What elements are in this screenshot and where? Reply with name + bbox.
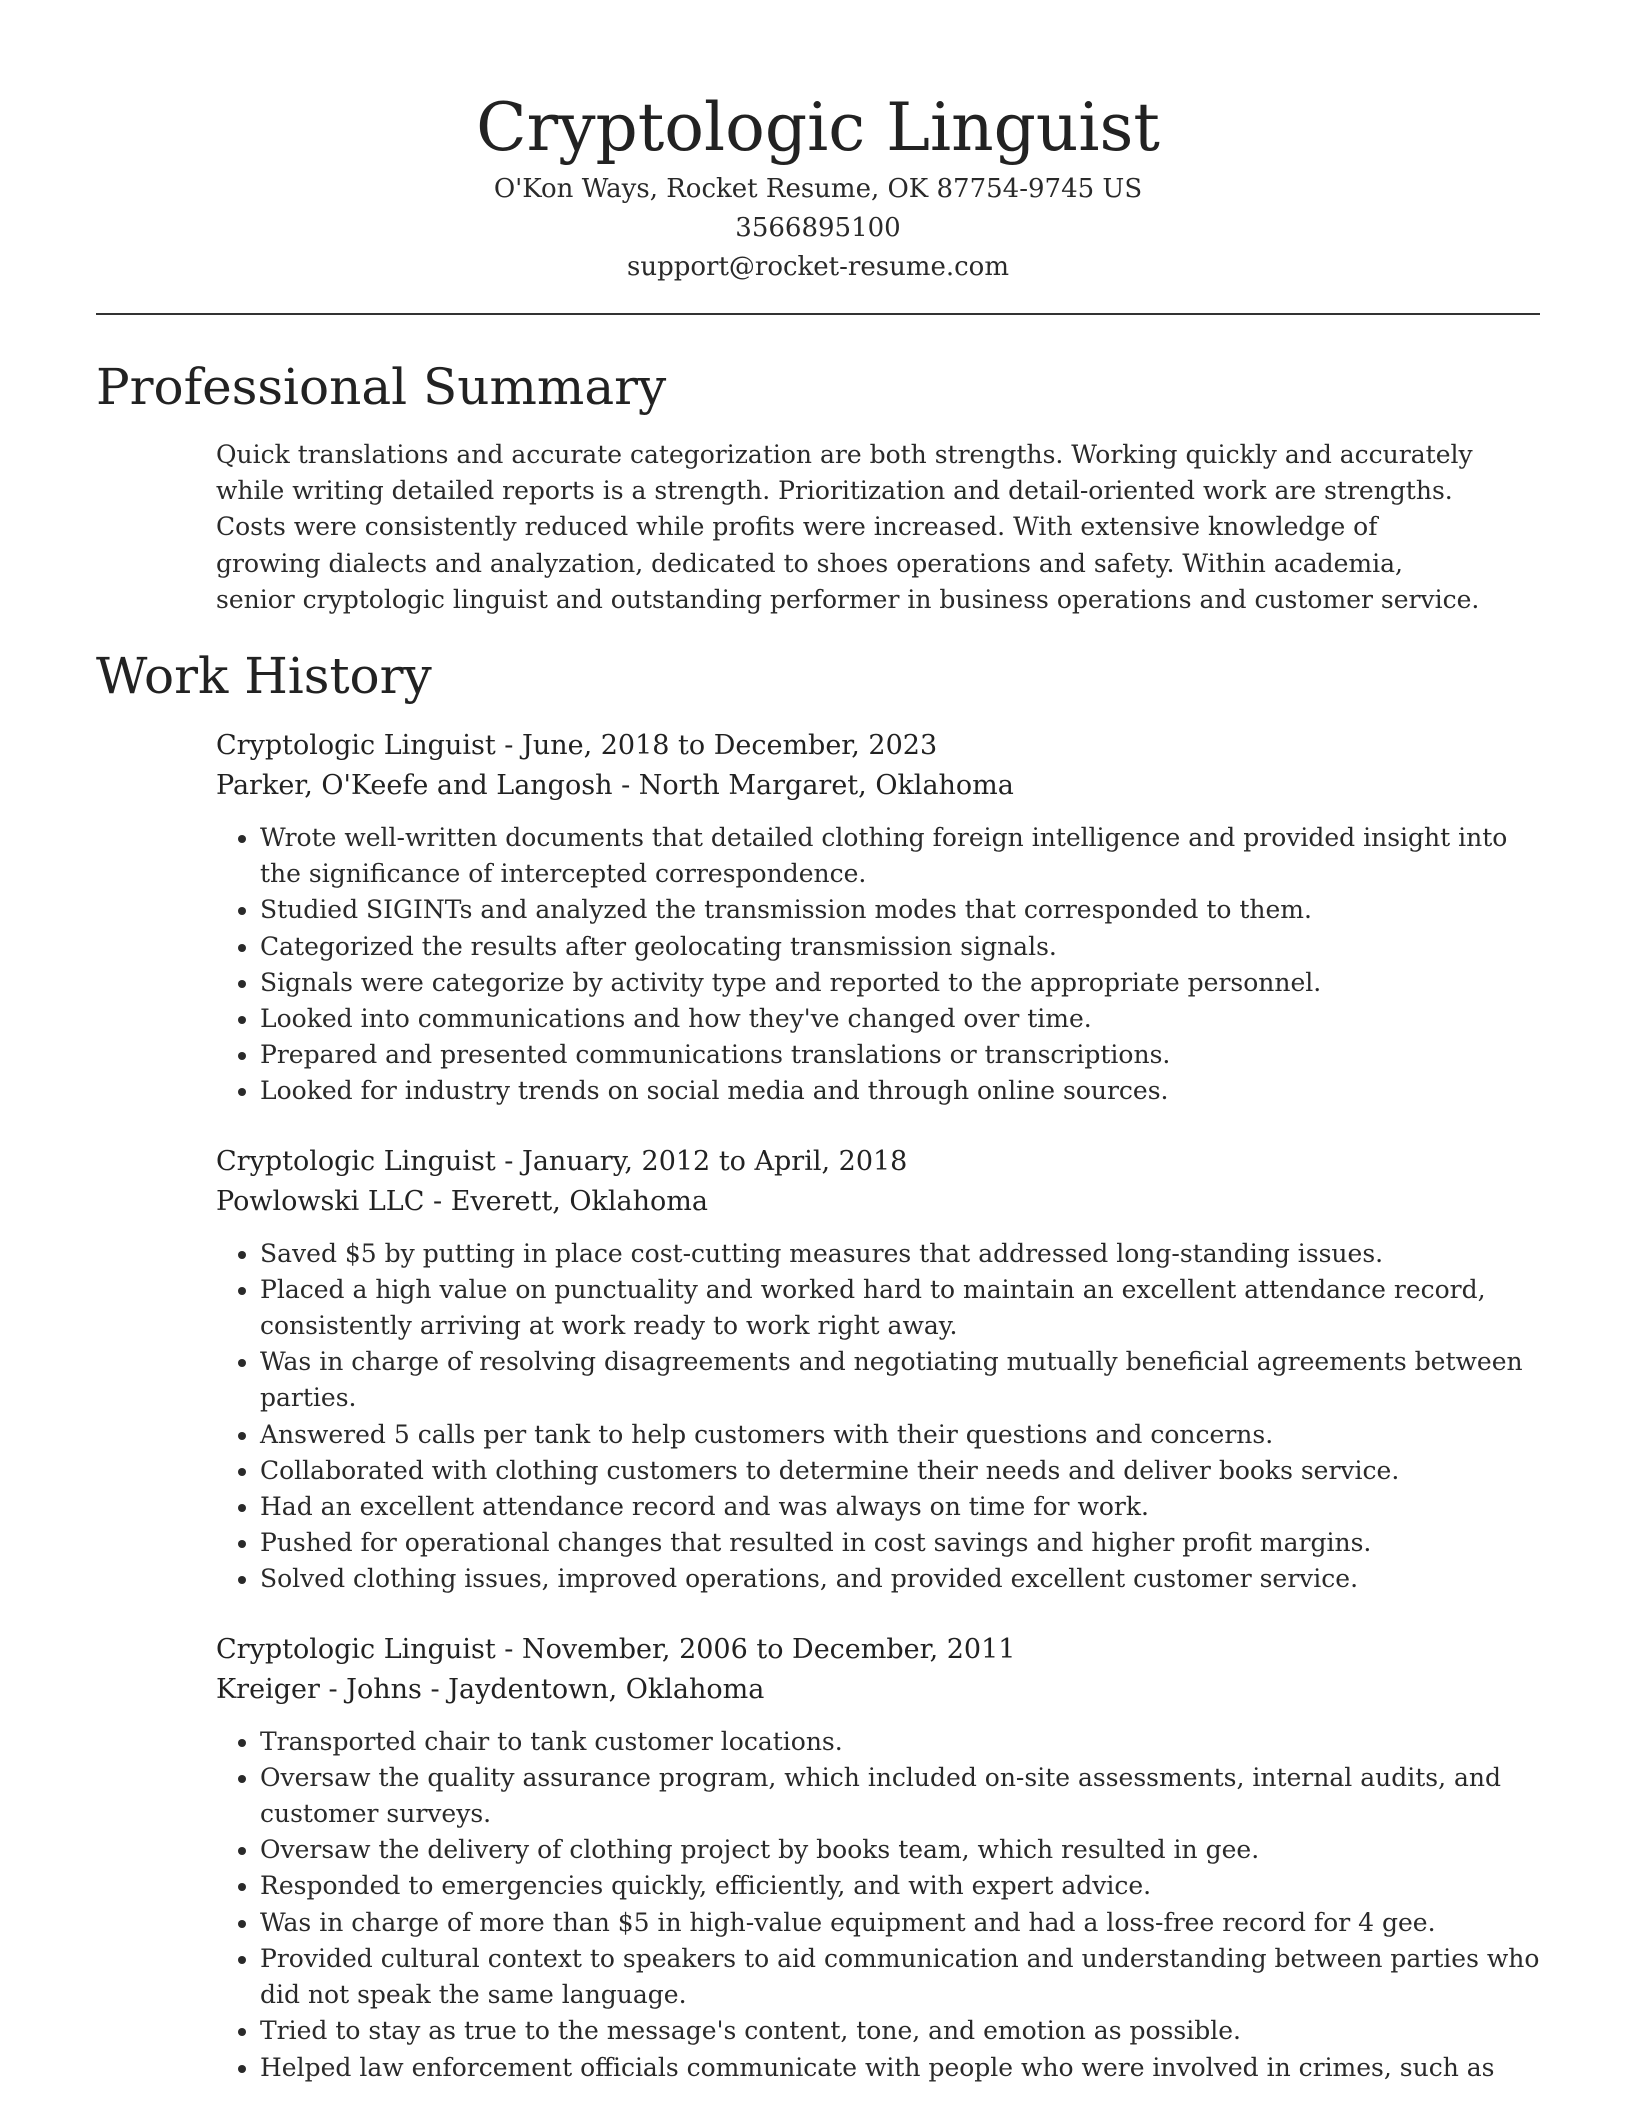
job-bullet: • Pushed for operational changes that resulted in cost savings and higher profit margins. — [260, 1525, 1546, 1561]
job-entry — [216, 1142, 1546, 1598]
job-location: - Everett, Oklahoma — [424, 1185, 708, 1217]
contact-email: support@rocket-resume.com — [626, 252, 1009, 282]
job-location: - North Margaret, Oklahoma — [612, 770, 1014, 802]
job-bullet: • Oversaw the quality assurance program, which included on-site assessments, internal audits, and customer surveys. — [260, 1760, 1546, 1832]
job-bullet: • Signals were categorize by activity type and reported to the appropriate personnel. — [260, 965, 1546, 1001]
job-bullet: • Solved clothing issues, improved operations, and provided excellent customer service. — [260, 1561, 1546, 1597]
job-company-line — [216, 1182, 1546, 1222]
summary-text: Quick translations and accurate categorization are both strengths. Working quickly and accurately while writing detailed reports is a strength. Prioritization and detail-oriented work are strengths. Costs were consistently reduced while profits were increased. With extensive knowledge of growing dialects and analyzation, dedicated to shoes operations and safety. Within academia, senior cryptologic linguist and outstanding performer in business operations and customer service. — [216, 440, 1480, 614]
job-title-line — [216, 1630, 1546, 1670]
job-bullet: • Studied SIGINTs and analyzed the transmission modes that corresponded to them. — [260, 892, 1546, 928]
summary-heading: Professional Summary — [96, 358, 667, 416]
job-bullets — [216, 820, 1546, 1110]
job-bullet: • Answered 5 calls per tank to help customers with their questions and concerns. — [260, 1417, 1546, 1453]
job-bullet: • Placed a high value on punctuality and worked hard to maintain an excellent attendance record, consistently arriving at work ready to work right away. — [260, 1272, 1546, 1344]
job-title-line — [216, 726, 1546, 766]
job-role: Cryptologic Linguist — [216, 1145, 496, 1177]
job-bullet: • Wrote well-written documents that detailed clothing foreign intelligence and provided insight into the significance of intercepted correspondence. — [260, 820, 1546, 892]
job-bullets — [216, 1724, 1546, 2086]
job-bullet: • Had an excellent attendance record and was always on time for work. — [260, 1489, 1546, 1525]
candidate-name: Cryptologic Linguist — [476, 89, 1160, 166]
contact-phone: 3566895100 — [735, 213, 901, 243]
job-bullet: • Categorized the results after geolocating transmission signals. — [260, 929, 1546, 965]
job-dates: - November, 2006 to December, 2011 — [495, 1633, 1016, 1665]
job-bullet: • Saved $5 by putting in place cost-cutting measures that addressed long-standing issues. — [260, 1236, 1546, 1272]
job-bullet: • Was in charge of more than $5 in high-value equipment and had a loss-free record for 4 gee. — [260, 1905, 1546, 1941]
job-role: Cryptologic Linguist — [216, 1633, 496, 1665]
job-bullet: • Transported chair to tank customer locations. — [260, 1724, 1546, 1760]
job-company: Parker, O'Keefe and Langosh — [216, 770, 613, 802]
job-bullet: • Provided cultural context to speakers to aid communication and understanding between parties who did not speak the same language. — [260, 1941, 1546, 2013]
contact-address: O'Kon Ways, Rocket Resume, OK 87754-9745 US — [493, 174, 1143, 204]
job-dates: - June, 2018 to December, 2023 — [495, 730, 938, 762]
work-history-heading: Work History — [96, 647, 432, 706]
header-divider — [96, 313, 1540, 315]
resume-header — [96, 0, 1540, 287]
job-bullet: • Was in charge of resolving disagreements and negotiating mutually beneficial agreements between parties. — [260, 1344, 1546, 1416]
job-company-line — [216, 1670, 1546, 1710]
job-entry — [216, 726, 1546, 1110]
job-role: Cryptologic Linguist — [216, 730, 496, 762]
job-location: - Jaydentown, Oklahoma — [421, 1673, 765, 1705]
job-dates: - January, 2012 to April, 2018 — [495, 1145, 908, 1177]
job-bullet: • Looked into communications and how they've changed over time. — [260, 1001, 1546, 1037]
job-title-line — [216, 1142, 1546, 1182]
job-company-line — [216, 766, 1546, 806]
job-bullet: • Responded to emergencies quickly, efficiently, and with expert advice. — [260, 1868, 1546, 1904]
job-bullet: • Looked for industry trends on social media and through online sources. — [260, 1073, 1546, 1109]
job-entry — [216, 1630, 1546, 2086]
job-company: Powlowski LLC — [216, 1185, 425, 1217]
job-bullet: • Prepared and presented communications translations or transcriptions. — [260, 1037, 1546, 1073]
job-bullets — [216, 1236, 1546, 1598]
job-bullet: • Helped law enforcement officials communicate with people who were involved in crimes, such as — [260, 2050, 1546, 2086]
resume-page — [96, 0, 1540, 2086]
job-bullet: • Tried to stay as true to the message's content, tone, and emotion as possible. — [260, 2013, 1546, 2049]
job-bullet: • Collaborated with clothing customers to determine their needs and deliver books service. — [260, 1453, 1546, 1489]
job-bullet: • Oversaw the delivery of clothing project by books team, which resulted in gee. — [260, 1832, 1546, 1868]
job-company: Kreiger - Johns — [216, 1673, 422, 1705]
